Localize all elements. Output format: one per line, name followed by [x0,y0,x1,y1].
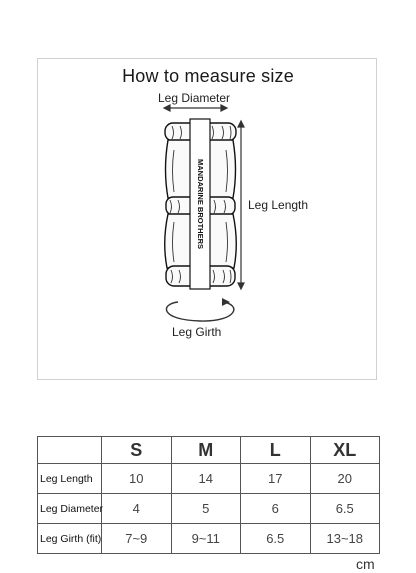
table-cell: 6.5 [310,494,380,524]
table-cell: 17 [241,464,311,494]
table-row [38,494,380,524]
table-row [38,464,380,494]
leg-diameter-label: Leg Diameter [158,91,231,105]
size-header-xl: XL [310,437,380,464]
size-header-s: S [102,437,172,464]
table-cell: 6.5 [241,524,311,554]
leg-girth-label: Leg Girth [172,325,222,339]
table-cell: 7~9 [102,524,172,554]
table-cell: 20 [310,464,380,494]
row-label-leg-diameter: Leg Diameter [38,494,102,524]
circular-arrow-icon [166,298,233,321]
table-cell: 14 [171,464,241,494]
row-label-leg-length: Leg Length [38,464,102,494]
size-header-row [38,437,380,464]
table-cell: 5 [171,494,241,524]
table-cell: 9~11 [171,524,241,554]
size-header-l: L [241,437,311,464]
table-cell: 13~18 [310,524,380,554]
empty-header-cell [38,437,102,464]
size-header-m: M [171,437,241,464]
page-title: How to measure size [122,66,294,86]
brand-strip-text: MANDARINE BROTHERS [196,159,206,249]
table-cell: 10 [102,464,172,494]
double-arrow-horizontal-icon [164,105,227,111]
size-table [37,436,380,554]
table-cell: 6 [241,494,311,524]
double-arrow-vertical-icon [238,121,244,289]
table-row [38,524,380,554]
unit-label: cm [356,556,375,572]
row-label-leg-girth: Leg Girth (fit) [38,524,102,554]
table-cell: 4 [102,494,172,524]
leg-length-label: Leg Length [248,198,309,212]
